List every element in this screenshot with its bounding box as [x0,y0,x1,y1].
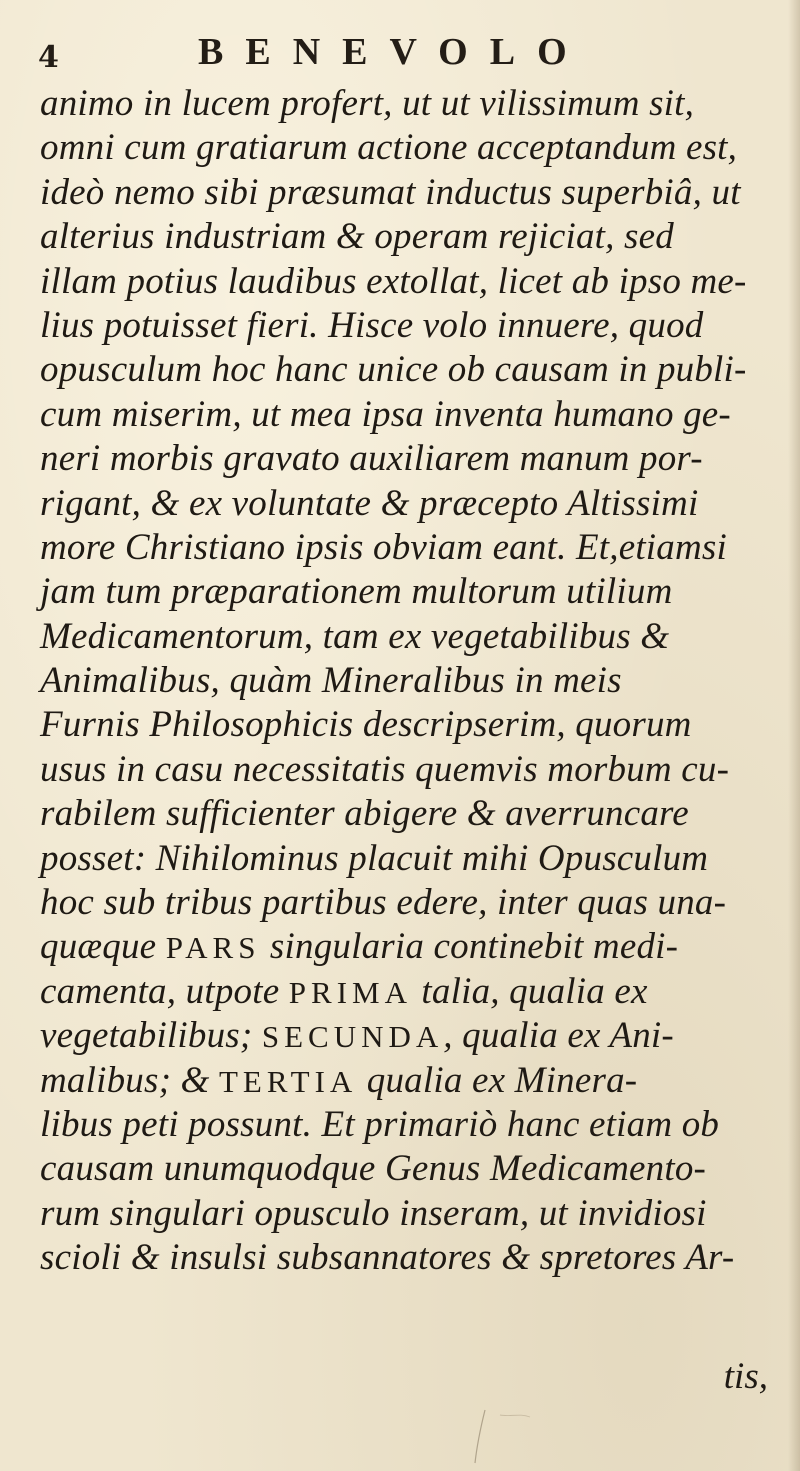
text-run: quæque [40,926,166,968]
text-run: , qualia ex Ani- [443,1015,674,1057]
text-line [40,1192,780,1236]
text-line [40,526,780,570]
text-line [40,126,780,170]
text-line [40,748,780,792]
text-line [40,393,780,437]
text-run: talia, qualia ex [411,970,648,1012]
text-run: alterius industriam & operam rejiciat, sed [40,216,674,258]
text-line [40,837,780,881]
text-line [40,970,780,1014]
small-caps-word: SECUNDA [261,1019,444,1055]
text-line [40,1147,780,1191]
text-line [40,792,780,836]
text-line [40,570,780,614]
text-run: Furnis Philosophicis descripserim, quorum [40,704,692,746]
text-run: neri morbis gravato auxiliarem manum por- [40,438,703,480]
text-run: vegetabilibus; [40,1015,262,1057]
text-run: scioli & insulsi subsannatores & spretores Ar- [40,1237,735,1279]
small-caps-word: TERTIA [218,1063,358,1099]
text-line [40,171,780,215]
page-edge-shadow [788,0,800,1471]
text-run: singularia continebit medi- [260,926,679,968]
text-run: omni cum gratiarum actione acceptandum est, [40,127,738,169]
text-run: qualia ex Minera- [357,1059,638,1101]
text-line [40,1103,780,1147]
text-line [40,437,780,481]
small-caps-word: PARS [165,930,261,966]
text-run: hoc sub tribus partibus edere, inter quas una- [40,882,727,924]
text-line [40,659,780,703]
text-run: Medicamentorum, tam ex vegetabilibus & [40,615,670,657]
text-run: jam tum præparationem multorum utilium [40,571,673,613]
text-run: camenta, utpote [40,970,289,1012]
small-caps-word: PRIMA [288,974,412,1010]
text-run: cum miserim, ut mea ipsa inventa humano ge- [40,393,731,435]
text-line [40,1014,780,1058]
text-line [40,925,780,969]
text-run: rigant, & ex voluntate & præcepto Altissimi [40,482,699,524]
text-line [40,82,780,126]
text-line [40,304,780,348]
text-run: usus in casu necessitatis quemvis morbum cu- [40,748,730,790]
text-run: illam potius laudibus extollat, licet ab ipso me- [40,260,747,302]
text-run: Animalibus, quàm Mineralibus in meis [40,660,622,702]
text-line [40,482,780,526]
running-head: BENEVOLO [198,31,589,73]
text-line [40,1236,780,1280]
text-line [40,703,780,747]
text-run: libus peti possunt. Et primariò hanc etiam ob [40,1103,720,1145]
ink-smudge [455,1405,565,1465]
text-run: rum singulari opusculo inseram, ut invidiosi [40,1192,707,1234]
text-line [40,881,780,925]
text-run: causam unumquodque Genus Medicamento- [40,1148,707,1190]
text-run: posset: Nihilominus placuit mihi Opusculum [40,837,709,879]
text-run: malibus; & [40,1059,219,1101]
text-line [40,260,780,304]
text-run: lius potuisset fieri. Hisce volo innuere, quod [40,304,704,346]
text-line [40,348,780,392]
text-run: rabilem sufficienter abigere & averruncare [40,793,689,835]
text-run: more Christiano ipsis obviam eant. Et,etiamsi [40,526,727,568]
text-run: opusculum hoc hanc unice ob causam in publi- [40,349,747,391]
page-header [38,26,778,86]
page-number: 4 [38,40,59,75]
text-line [40,1059,780,1103]
text-run: animo in lucem profert, ut ut vilissimum sit, [40,83,695,124]
body-text [40,82,780,1281]
text-line [40,615,780,659]
catchword: tis, [723,1356,768,1397]
text-run: ideò nemo sibi præsumat inductus superbiâ, ut [40,171,741,213]
text-line [40,215,780,259]
